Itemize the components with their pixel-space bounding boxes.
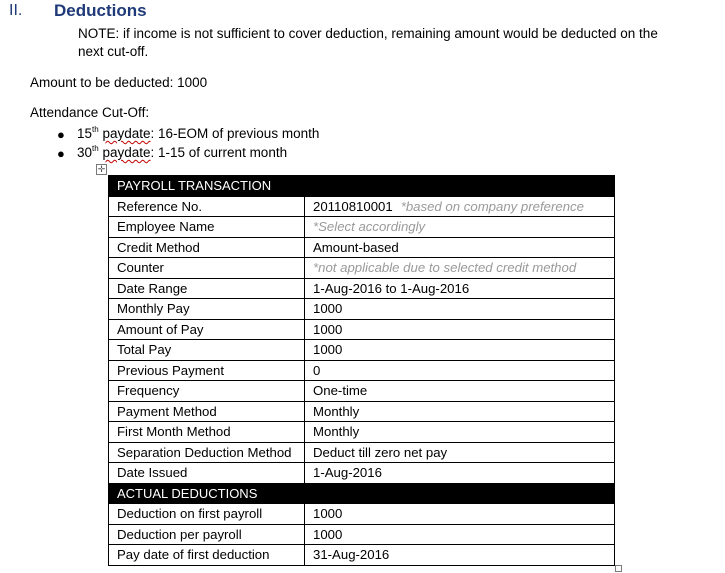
field-label: Previous Payment	[109, 360, 305, 381]
field-value: 0	[313, 362, 321, 378]
table-row	[109, 463, 615, 484]
field-label: Separation Deduction Method	[109, 442, 305, 463]
bullet-ordinal: th	[92, 144, 99, 153]
table-row	[109, 381, 615, 402]
payroll-transaction-header-label: PAYROLL TRANSACTION	[109, 176, 615, 197]
field-label: Reference No.	[109, 196, 305, 217]
bullet-item	[77, 126, 319, 141]
table-row	[109, 401, 615, 422]
field-value: One-time	[313, 383, 368, 399]
table-row	[109, 258, 615, 279]
field-hint: *based on company preference	[400, 198, 584, 214]
field-value-cell	[305, 463, 615, 484]
field-label: Employee Name	[109, 217, 305, 238]
field-value-cell	[305, 319, 615, 340]
bullet-icon: ●	[57, 127, 65, 142]
field-value: 1000	[313, 342, 343, 358]
field-hint: *Select accordingly	[313, 219, 426, 235]
field-value: 1-Aug-2016	[313, 465, 382, 481]
field-value-cell	[305, 340, 615, 361]
field-value-cell	[305, 237, 615, 258]
field-value: 31-Aug-2016	[313, 547, 390, 563]
field-value: Deduct till zero net pay	[313, 444, 448, 460]
field-value-cell	[305, 422, 615, 443]
section-title: Deductions	[54, 1, 147, 20]
field-hint: *not applicable due to selected credit method	[313, 260, 577, 276]
field-value-cell	[305, 524, 615, 545]
field-label: Counter	[109, 258, 305, 279]
field-label: Deduction on first payroll	[109, 504, 305, 525]
bullet-day: 15	[77, 126, 93, 141]
payroll-table	[108, 175, 615, 566]
table-row	[109, 360, 615, 381]
payroll-table-body	[109, 176, 615, 566]
field-label: Amount of Pay	[109, 319, 305, 340]
actual-deductions-header-label: ACTUAL DEDUCTIONS	[109, 483, 615, 504]
deduction-note: NOTE: if income is not sufficient to cover deduction, remaining amount would be deducted on the next cut-off.	[78, 26, 658, 59]
field-value: 20110810001	[313, 198, 393, 214]
table-row	[109, 237, 615, 258]
table-row	[109, 319, 615, 340]
field-value: 1000	[313, 321, 343, 337]
section-number: II.	[9, 2, 23, 19]
table-row	[109, 442, 615, 463]
field-value-cell	[305, 258, 615, 279]
table-resize-handle[interactable]	[615, 565, 622, 572]
bullet-item	[77, 145, 287, 160]
field-label: Pay date of first deduction	[109, 545, 305, 566]
table-row	[109, 524, 615, 545]
field-value-cell	[305, 278, 615, 299]
field-label: Total Pay	[109, 340, 305, 361]
bullet-ordinal: th	[92, 125, 99, 134]
field-value-cell	[305, 442, 615, 463]
bullet-icon: ●	[57, 146, 65, 161]
field-label: Deduction per payroll	[109, 524, 305, 545]
field-label: Date Range	[109, 278, 305, 299]
bullet-text: : 16-EOM of previous month	[150, 126, 320, 141]
table-row	[109, 504, 615, 525]
field-value-cell	[305, 360, 615, 381]
field-label: Date Issued	[109, 463, 305, 484]
field-value: 1-Aug-2016 to 1-Aug-2016	[313, 280, 470, 296]
table-row	[109, 545, 615, 566]
actual-deductions-header	[109, 483, 615, 504]
field-value-cell	[305, 196, 615, 217]
field-value-cell	[305, 504, 615, 525]
field-label: Payment Method	[109, 401, 305, 422]
field-value: 1000	[313, 526, 343, 542]
field-label: Frequency	[109, 381, 305, 402]
table-row	[109, 299, 615, 320]
field-value-cell	[305, 545, 615, 566]
bullet-text: : 1-15 of current month	[150, 145, 288, 160]
bullet-day: 30	[77, 145, 93, 160]
field-value-cell	[305, 217, 615, 238]
field-value-cell	[305, 401, 615, 422]
amount-to-deduct: Amount to be deducted: 1000	[30, 75, 208, 90]
field-label: First Month Method	[109, 422, 305, 443]
table-row	[109, 217, 615, 238]
table-move-handle-icon[interactable]: ✛	[97, 164, 106, 174]
field-label: Monthly Pay	[109, 299, 305, 320]
table-row	[109, 278, 615, 299]
field-value-cell	[305, 299, 615, 320]
payroll-transaction-header	[109, 176, 615, 197]
table-row	[109, 196, 615, 217]
field-value: Monthly	[313, 424, 360, 440]
bullet-word: paydate	[102, 126, 151, 141]
field-value-cell	[305, 381, 615, 402]
field-label: Credit Method	[109, 237, 305, 258]
field-value: 1000	[313, 506, 343, 522]
field-value: Amount-based	[313, 239, 399, 255]
table-row	[109, 422, 615, 443]
field-value: Monthly	[313, 403, 360, 419]
attendance-cutoff-label: Attendance Cut-Off:	[30, 105, 150, 120]
table-row	[109, 340, 615, 361]
field-value: 1000	[313, 301, 343, 317]
bullet-word: paydate	[102, 145, 151, 160]
